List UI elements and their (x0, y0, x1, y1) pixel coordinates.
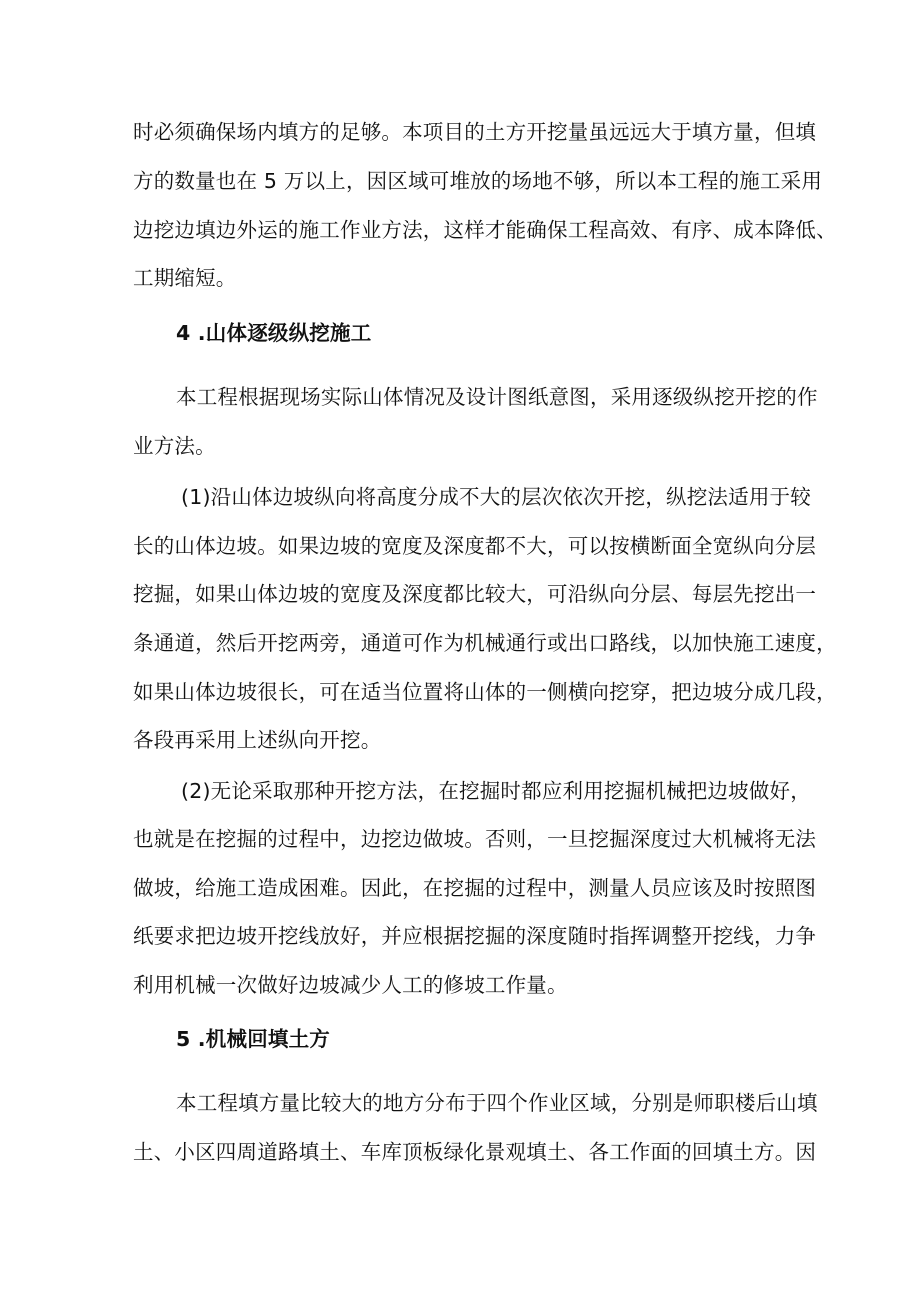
paragraph-line: 业方法。 (133, 434, 216, 458)
paragraph-line: 边挖边填边外运的施工作业方法，这样才能确保工程高效、有序、成本降低、 (133, 218, 837, 242)
list-item-line: 挖掘，如果山体边坡的宽度及深度都比较大，可沿纵向分层、每层先挖出一 (133, 582, 817, 606)
paragraph-line: 时必须确保场内填方的足够。本项目的土方开挖量虽远远大于填方量，但填 (133, 120, 817, 144)
list-item-line: 条通道，然后开挖两旁，通道可作为机械通行或出口路线，以加快施工速度， (133, 631, 837, 655)
list-item-line: 如果山体边坡很长，可在适当位置将山体的一侧横向挖穿，把边坡分成几段， (133, 680, 837, 704)
list-item-line: 纸要求把边坡开挖线放好，并应根据挖掘的深度随时指挥调整开挖线，力争 (133, 924, 817, 948)
list-item-line: 利用机械一次做好边坡减少人工的修坡工作量。 (133, 973, 568, 997)
paragraph-line: 本工程填方量比较大的地方分布于四个作业区域，分别是师职楼后山填 (176, 1091, 818, 1115)
paragraph-line: 本工程根据现场实际山体情况及设计图纸意图，采用逐级纵挖开挖的作 (176, 385, 818, 409)
list-item-line: (2)无论采取那种开挖方法，在挖掘时都应利用挖掘机械把边坡做好， (181, 779, 811, 803)
paragraph-line: 土、小区四周道路填土、车库顶板绿化景观填土、各工作面的回填土方。因 (133, 1140, 817, 1164)
list-item-line: 长的山体边坡。如果边坡的宽度及深度都不大，可以按横断面全宽纵向分层 (133, 534, 817, 558)
list-item-line: 做坡，给施工造成困难。因此，在挖掘的过程中，测量人员应该及时按照图 (133, 876, 817, 900)
section-heading-4: 4 .山体逐级纵挖施工 (176, 321, 372, 345)
paragraph-line: 方的数量也在 5 万以上，因区域可堆放的场地不够，所以本工程的施工采用 (133, 169, 823, 193)
list-item-line: 也就是在挖掘的过程中，边挖边做坡。否则，一旦挖掘深度过大机械将无法 (133, 827, 817, 851)
list-item-line: (1)沿山体边坡纵向将高度分成不大的层次依次开挖，纵挖法适用于较 (181, 485, 811, 509)
paragraph-line: 工期缩短。 (133, 266, 237, 290)
list-item-line: 各段再采用上述纵向开挖。 (133, 728, 382, 752)
section-heading-5: 5 .机械回填土方 (176, 1027, 330, 1051)
